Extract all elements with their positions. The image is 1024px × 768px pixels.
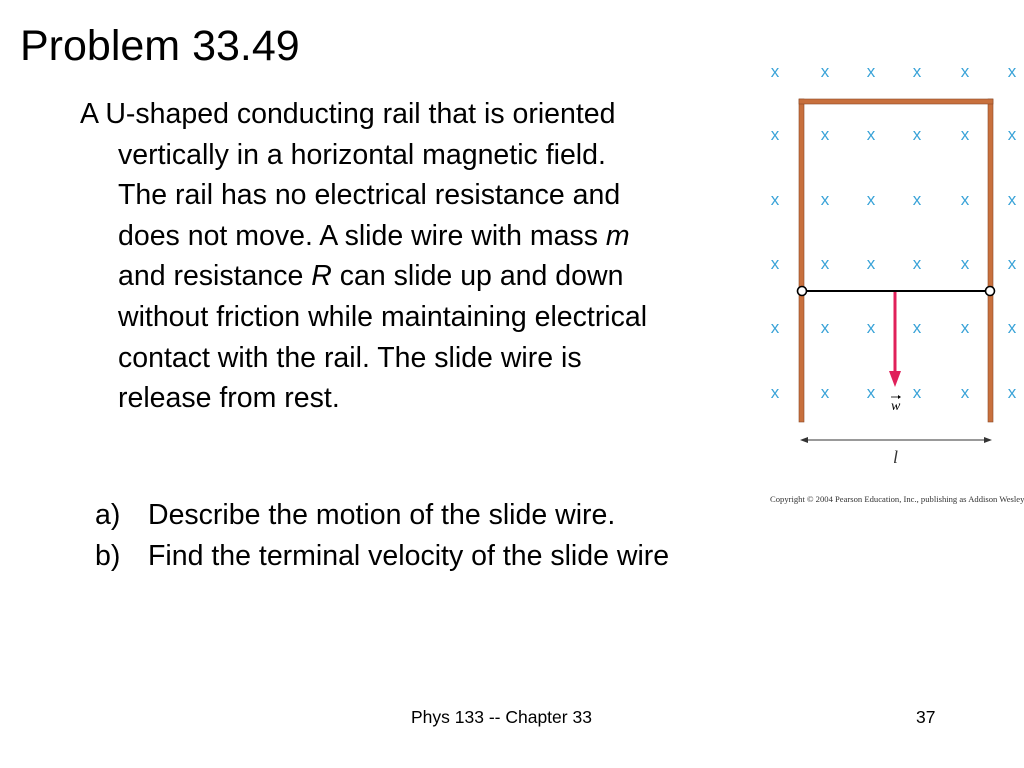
slide-title: Problem 33.49 xyxy=(20,22,300,70)
problem-line: The rail has no electrical resistance and xyxy=(118,179,621,212)
field-x-marker: x xyxy=(1007,383,1017,402)
field-x-marker: x xyxy=(1007,125,1017,144)
field-x-marker: x xyxy=(770,62,780,81)
rail-top xyxy=(799,99,993,104)
field-x-marker: x xyxy=(960,318,970,337)
field-x-marker: x xyxy=(820,62,830,81)
field-x-marker: x xyxy=(866,62,876,81)
field-x-marker: x xyxy=(912,62,922,81)
field-x-marker: x xyxy=(1007,62,1017,81)
field-x-marker: x xyxy=(960,383,970,402)
question-text: Find the terminal velocity of the slide wire xyxy=(148,539,670,572)
question-text: Describe the motion of the slide wire. xyxy=(148,499,616,531)
field-x-marker: x xyxy=(820,190,830,209)
field-x-marker: x xyxy=(912,318,922,337)
field-x-marker: x xyxy=(866,318,876,337)
field-x-marker: x xyxy=(770,125,780,144)
problem-line: and resistance xyxy=(118,260,312,293)
field-x-marker: x xyxy=(960,254,970,273)
problem-line: A U-shaped conducting rail that is oriented xyxy=(80,98,616,130)
field-x-marker: x xyxy=(1007,318,1017,337)
problem-line: contact with the rail. The slide wire is xyxy=(118,341,582,374)
length-dimension xyxy=(800,437,992,467)
mass-symbol: m xyxy=(605,219,630,252)
length-arrow-right xyxy=(984,437,992,443)
wire-contact-right xyxy=(986,287,995,296)
length-arrow-left xyxy=(800,437,808,443)
field-x-marker: x xyxy=(960,190,970,209)
field-x-marker: x xyxy=(820,125,830,144)
problem-line: release from rest. xyxy=(118,382,340,415)
weight-arrow-head xyxy=(889,371,901,387)
question-label: a) xyxy=(95,499,121,531)
field-x-marker: x xyxy=(866,383,876,402)
weight-vector xyxy=(889,292,901,414)
field-x-marker: x xyxy=(912,125,922,144)
field-x-marker: x xyxy=(960,62,970,81)
rail-left-leg xyxy=(799,99,804,422)
page-number: 37 xyxy=(916,707,936,727)
field-x-marker: x xyxy=(770,383,780,402)
problem-line: can slide up and down xyxy=(331,260,624,293)
field-x-marker: x xyxy=(770,190,780,209)
field-x-marker: x xyxy=(912,254,922,273)
field-x-marker: x xyxy=(1007,190,1017,209)
field-x-marker: x xyxy=(866,254,876,273)
rail-right-leg xyxy=(988,99,993,422)
field-x-marker: x xyxy=(820,383,830,402)
wire-contact-left xyxy=(798,287,807,296)
question-label: b) xyxy=(95,539,121,572)
field-x-marker: x xyxy=(820,254,830,273)
field-x-marker: x xyxy=(770,318,780,337)
problem-line: does not move. A slide wire with mass xyxy=(118,219,606,252)
problem-statement xyxy=(80,94,760,419)
problem-line: without friction while maintaining electrical xyxy=(118,300,648,333)
question-item xyxy=(95,495,669,536)
problem-line: vertically in a horizontal magnetic field. xyxy=(118,138,606,171)
question-item xyxy=(95,536,669,577)
weight-label: w xyxy=(891,399,901,414)
copyright-notice: Copyright © 2004 Pearson Education, Inc., publishing as Addison Wesley xyxy=(770,494,1024,504)
field-x-marker: x xyxy=(770,254,780,273)
question-list xyxy=(95,495,669,576)
field-x-marker: x xyxy=(866,190,876,209)
field-x-marker: x xyxy=(960,125,970,144)
field-x-marker: x xyxy=(820,318,830,337)
footer-course: Phys 133 -- Chapter 33 xyxy=(411,707,592,727)
rail-figure xyxy=(760,55,1024,515)
length-label: l xyxy=(893,447,899,467)
field-x-marker: x xyxy=(912,190,922,209)
resistance-symbol: R xyxy=(311,260,332,293)
field-x-marker: x xyxy=(866,125,876,144)
field-x-marker: x xyxy=(912,383,922,402)
field-x-marker: x xyxy=(1007,254,1017,273)
